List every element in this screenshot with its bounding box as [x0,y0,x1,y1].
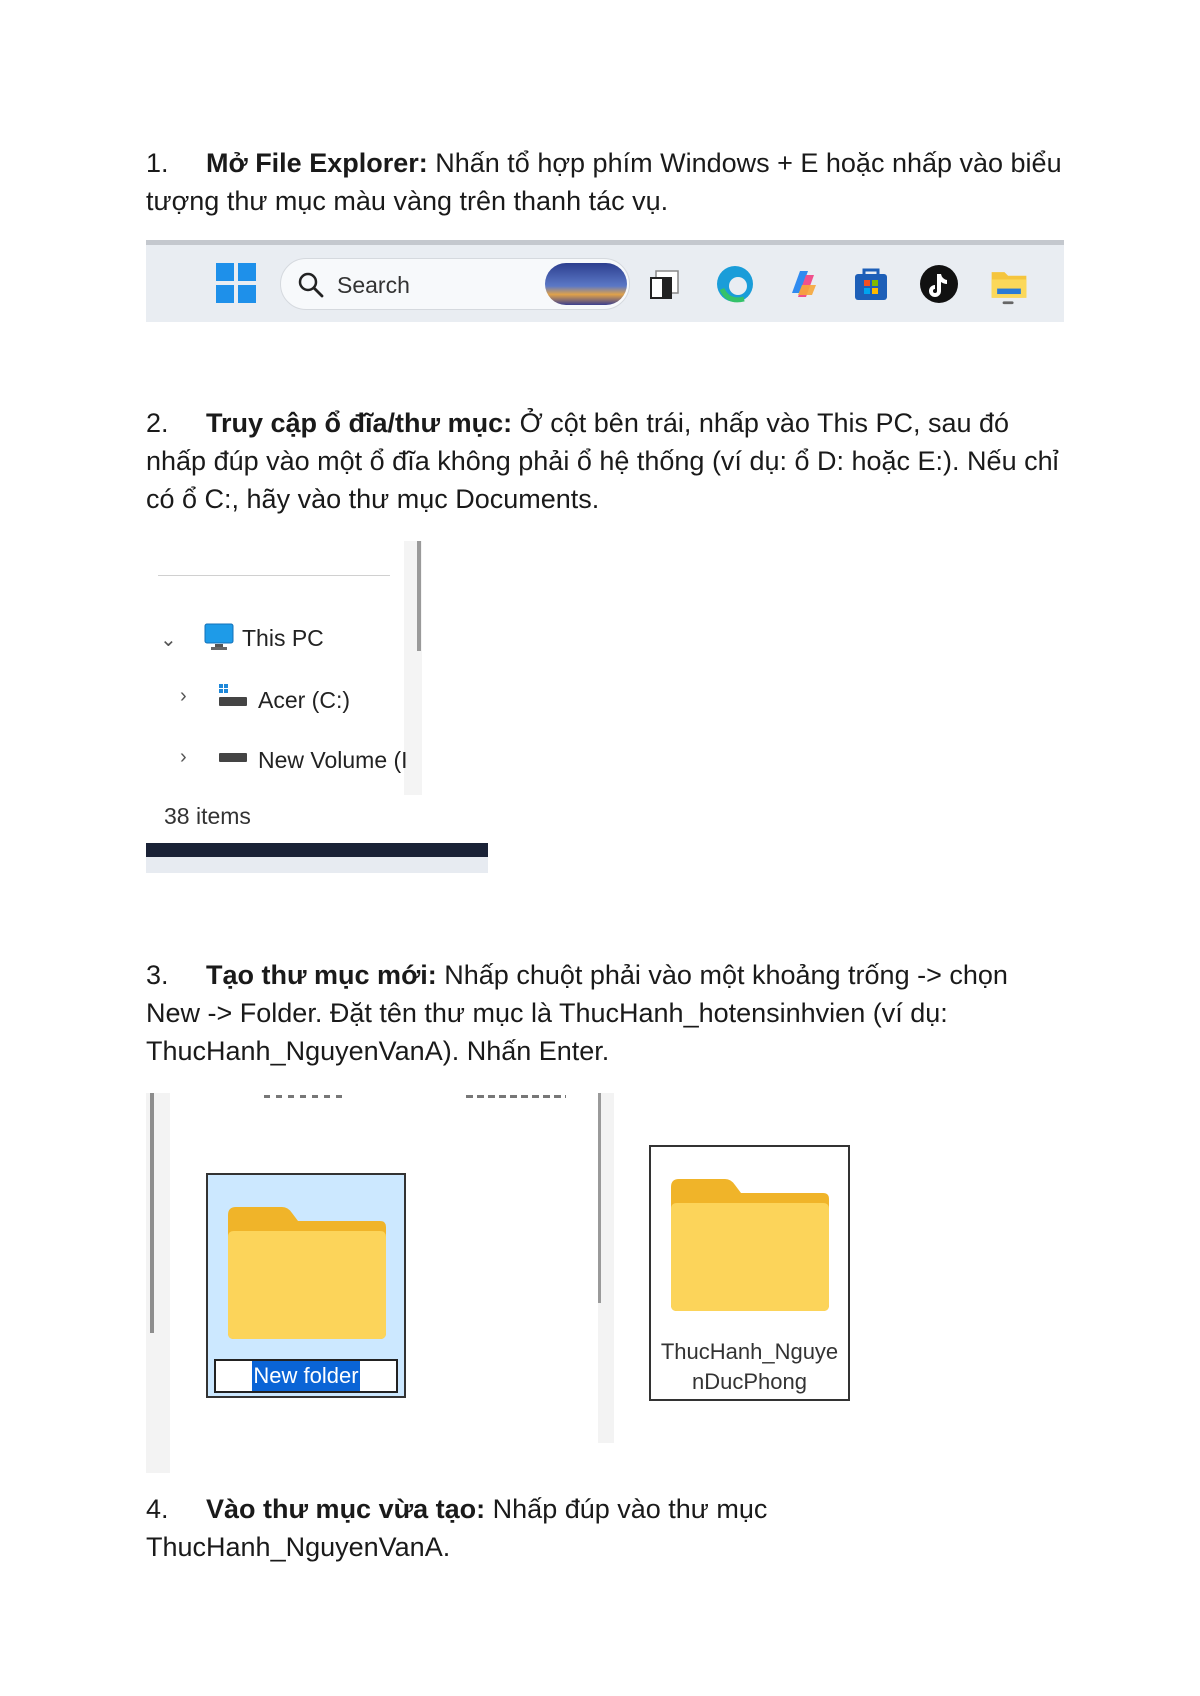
explorer-navigation-pane [146,541,488,873]
system-drive-icon [218,683,248,709]
folder-name-label [653,1337,846,1397]
scrollbar-thumb[interactable] [598,1093,601,1303]
folder-name-line: nDucPhong [692,1369,807,1394]
drive-icon [218,751,248,765]
chevron-right-icon[interactable]: › [180,746,187,768]
window-edge [146,857,488,873]
step-text: Nhấn tổ hợp phím Windows + E hoặc nhấp vào biểu tượng thư mục màu vàng trên thanh tác vụ. [146,148,1062,216]
new-folder-item[interactable] [206,1173,406,1398]
truncated-label [466,1095,566,1098]
named-folder-item[interactable] [649,1145,850,1401]
nav-item-label: New Volume (I [258,747,408,773]
step-title: Truy cập ổ đĩa/thư mục: [206,408,513,438]
selected-text: New folder [252,1361,359,1391]
scrollbar-thumb[interactable] [417,541,421,651]
divider [158,575,390,576]
folder-name-line: ThucHanh_Nguye [660,1339,839,1364]
step-number: 2. [146,408,169,438]
nav-item-label: Acer (C:) [258,687,350,713]
step-3-paragraph [146,956,1066,1070]
step-2-paragraph [146,404,1066,518]
task-view-icon[interactable] [644,263,686,305]
step-title: Tạo thư mục mới: [206,960,437,990]
rename-input[interactable] [214,1359,398,1393]
search-placeholder: Search [337,272,410,298]
status-item-count: 38 items [164,803,251,829]
chevron-right-icon[interactable]: › [180,685,187,707]
nav-item-label: This PC [242,625,324,651]
step-number: 3. [146,960,169,990]
windows-start-icon[interactable] [216,263,258,305]
truncated-label [264,1095,344,1098]
step-number: 4. [146,1494,169,1524]
scrollbar-thumb[interactable] [150,1093,154,1333]
step-title: Mở File Explorer: [206,148,428,178]
chevron-down-icon[interactable]: ⌄ [160,629,177,651]
step-4-paragraph [146,1490,1066,1566]
monitor-icon [204,623,234,651]
store-icon[interactable] [850,263,892,305]
window-edge [146,843,488,857]
copilot-icon[interactable] [782,263,824,305]
step-text: Ở cột bên trái, nhấp vào This PC, sau đó nhấp đúp vào một ổ đĩa không phải ổ hệ thống (ví dụ: ổ D: hoặc E:). Nếu chỉ có ổ C:, hãy vào thư mục Documents. [146,408,1059,514]
taskbar-search-box[interactable] [280,258,630,310]
step-text: Nhấp chuột phải vào một khoảng trống -> chọn New -> Folder. Đặt tên thư mục là ThucHanh_hotensinhvien (ví dụ: ThucHanh_NguyenVanA). Nhấn Enter. [146,960,1008,1066]
step-number: 1. [146,148,169,178]
step-1-paragraph [146,144,1066,220]
windows-taskbar [146,240,1064,322]
explorer-folder-view [146,1093,846,1473]
folder-icon [667,1173,833,1313]
step-title: Vào thư mục vừa tạo: [206,1494,486,1524]
folder-icon [224,1201,390,1341]
search-highlight-image [545,263,627,305]
step-text: Nhấp đúp vào thư mục ThucHanh_NguyenVanA. [146,1494,768,1562]
file-explorer-icon[interactable] [986,263,1032,305]
search-icon [297,271,325,299]
tiktok-icon[interactable] [918,263,960,305]
edge-icon[interactable] [714,263,756,305]
